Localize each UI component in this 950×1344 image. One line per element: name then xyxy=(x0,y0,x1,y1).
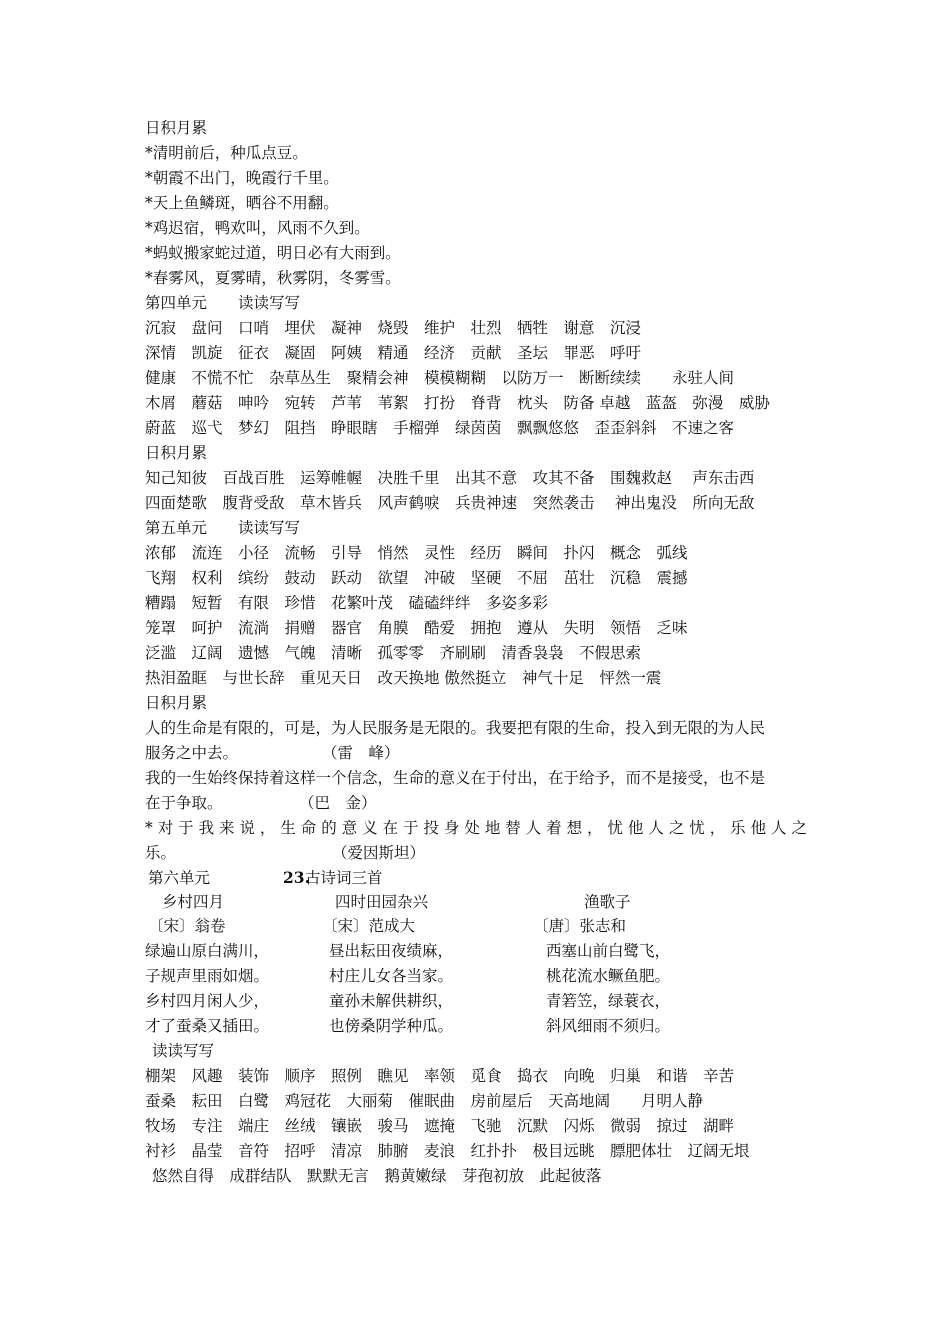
idiom-row: 知己知彼 百战百胜 运筹帷幄 决胜千里 出其不意 攻其不备 围魏救赵 声东击西 xyxy=(145,469,755,487)
proverb-line: *朝霞不出门，晚霞行千里。 xyxy=(145,169,339,187)
word-row: 衬衫 晶莹 音符 招呼 清凉 肺腑 麦浪 红扑扑 极目远眺 膘肥体壮 辽阔无垠 xyxy=(145,1142,750,1160)
word-row: 牧场 专注 端庄 丝绒 镶嵌 骏马 遮掩 飞驰 沉默 闪烁 微弱 掠过 湖畔 xyxy=(145,1117,735,1135)
poem-line: 青箬笠，绿蓑衣， xyxy=(546,992,671,1010)
unit-heading: 第四单元 读读写写 xyxy=(145,294,301,312)
poem-title: 渔歌子 xyxy=(584,893,631,911)
poem-line: 桃花流水鳜鱼肥。 xyxy=(546,967,671,985)
poem-line: 也傍桑阴学种瓜。 xyxy=(329,1017,454,1035)
poem-author: 〔宋〕范成大 xyxy=(322,917,416,935)
poem-line: 乡村四月闲人少， xyxy=(145,992,270,1010)
word-row: 泛滥 辽阔 遗憾 气魄 清晰 孤零零 齐刷刷 清香袅袅 不假思索 xyxy=(145,644,642,662)
lesson-number: 23. xyxy=(283,868,310,887)
quote-author: （雷 峰） xyxy=(322,744,400,762)
word-row: 悠然自得 成群结队 默默无言 鹅黄嫩绿 芽孢初放 此起彼落 xyxy=(152,1167,602,1185)
word-row: 蔚蓝 巡弋 梦幻 阻挡 睁眼瞎 手榴弹 绿茵茵 飘飘悠悠 歪歪斜斜 不速之客 xyxy=(145,419,735,437)
quote-line: 在于争取。 xyxy=(145,794,223,812)
word-row: 沉寂 盘问 口哨 埋伏 凝神 烧毁 维护 壮烈 牺牲 谢意 沉浸 xyxy=(145,319,642,337)
word-row: 糟蹋 短暂 有限 珍惜 花繁叶茂 磕磕绊绊 多姿多彩 xyxy=(145,594,549,612)
poem-title: 四时田园杂兴 xyxy=(335,893,429,911)
proverb-line: *清明前后，种瓜点豆。 xyxy=(145,144,308,162)
word-row: 棚架 风趣 装饰 顺序 照例 瞧见 率领 觅食 捣衣 向晚 归巢 和谐 辛苦 xyxy=(145,1067,735,1085)
poem-line: 绿遍山原白满川， xyxy=(145,942,270,960)
quote-line: *对于我来说，生命的意义在于投身处地替人着想，忧他人之忧，乐他人之 xyxy=(145,819,807,837)
poem-line: 村庄儿女各当家。 xyxy=(329,967,454,985)
poem-title: 乡村四月 xyxy=(162,893,225,911)
poem-line: 才了蚕桑又插田。 xyxy=(145,1017,270,1035)
quote-author: （爱因斯坦） xyxy=(332,844,426,862)
proverb-line: *鸡迟宿，鸭欢叫，风雨不久到。 xyxy=(145,219,370,237)
lesson-title: 古诗词三首 xyxy=(305,869,383,887)
poem-line: 西塞山前白鹭飞， xyxy=(546,942,671,960)
word-row: 笼罩 呵护 流淌 捐赠 器官 角膜 酷爱 拥抱 遵从 失明 领悟 乏味 xyxy=(145,619,688,637)
quote-line: 我的一生始终保持着这样一个信念，生命的意义在于付出，在于给予，而不是接受，也不是 xyxy=(145,769,766,787)
poem-line: 昼出耘田夜绩麻， xyxy=(329,942,454,960)
word-row: 热泪盈眶 与世长辞 重见天日 改天换地 傲然挺立 神气十足 怦然一震 xyxy=(145,669,662,687)
poem-line: 斜风细雨不须归。 xyxy=(546,1017,671,1035)
quote-line: 乐。 xyxy=(145,844,177,862)
word-row: 浓郁 流连 小径 流畅 引导 悄然 灵性 经历 瞬间 扑闪 概念 弧线 xyxy=(145,544,688,562)
word-row: 蚕桑 耘田 白鹭 鸡冠花 大丽菊 催眠曲 房前屋后 天高地阔 月明人静 xyxy=(145,1092,704,1110)
section-heading: 日积月累 xyxy=(145,694,208,712)
proverb-line: *春雾风，夏雾晴，秋雾阴，冬雾雪。 xyxy=(145,269,401,287)
word-row: 木屑 蘑菇 呻吟 宛转 芦苇 苇絮 打扮 脊背 枕头 防备 卓越 蓝盔 弥漫 威胁 xyxy=(145,394,770,412)
quote-line: 服务之中去。 xyxy=(145,744,239,762)
unit-heading: 第六单元 xyxy=(148,869,211,887)
poem-author: 〔唐〕张志和 xyxy=(533,917,627,935)
quote-author: （巴 金） xyxy=(299,794,377,812)
proverb-line: *天上鱼鳞斑，晒谷不用翻。 xyxy=(145,194,339,212)
word-row: 飞翔 权利 缤纷 鼓动 跃动 欲望 冲破 坚硬 不屈 茁壮 沉稳 震撼 xyxy=(145,569,688,587)
section-heading: 日积月累 xyxy=(145,444,208,462)
poem-line: 童孙未解供耕织， xyxy=(329,992,454,1010)
unit-heading: 读读写写 xyxy=(152,1042,215,1060)
idiom-row: 四面楚歌 腹背受敌 草木皆兵 风声鹤唳 兵贵神速 突然袭击 神出鬼没 所向无敌 xyxy=(145,494,755,512)
poem-author: 〔宋〕翁卷 xyxy=(148,917,226,935)
unit-heading: 第五单元 读读写写 xyxy=(145,519,301,537)
proverb-line: *蚂蚁搬家蛇过道，明日必有大雨到。 xyxy=(145,244,401,262)
word-row: 健康 不慌不忙 杂草丛生 聚精会神 模模糊糊 以防万一 断断续续 永驻人间 xyxy=(145,369,735,387)
section-heading: 日积月累 xyxy=(145,119,208,137)
quote-line: 人的生命是有限的，可是，为人民服务是无限的。我要把有限的生命，投入到无限的为人民 xyxy=(145,719,766,737)
word-row: 深情 凯旋 征衣 凝固 阿姨 精通 经济 贡献 圣坛 罪恶 呼吁 xyxy=(145,344,642,362)
poem-line: 子规声里雨如烟。 xyxy=(145,967,270,985)
